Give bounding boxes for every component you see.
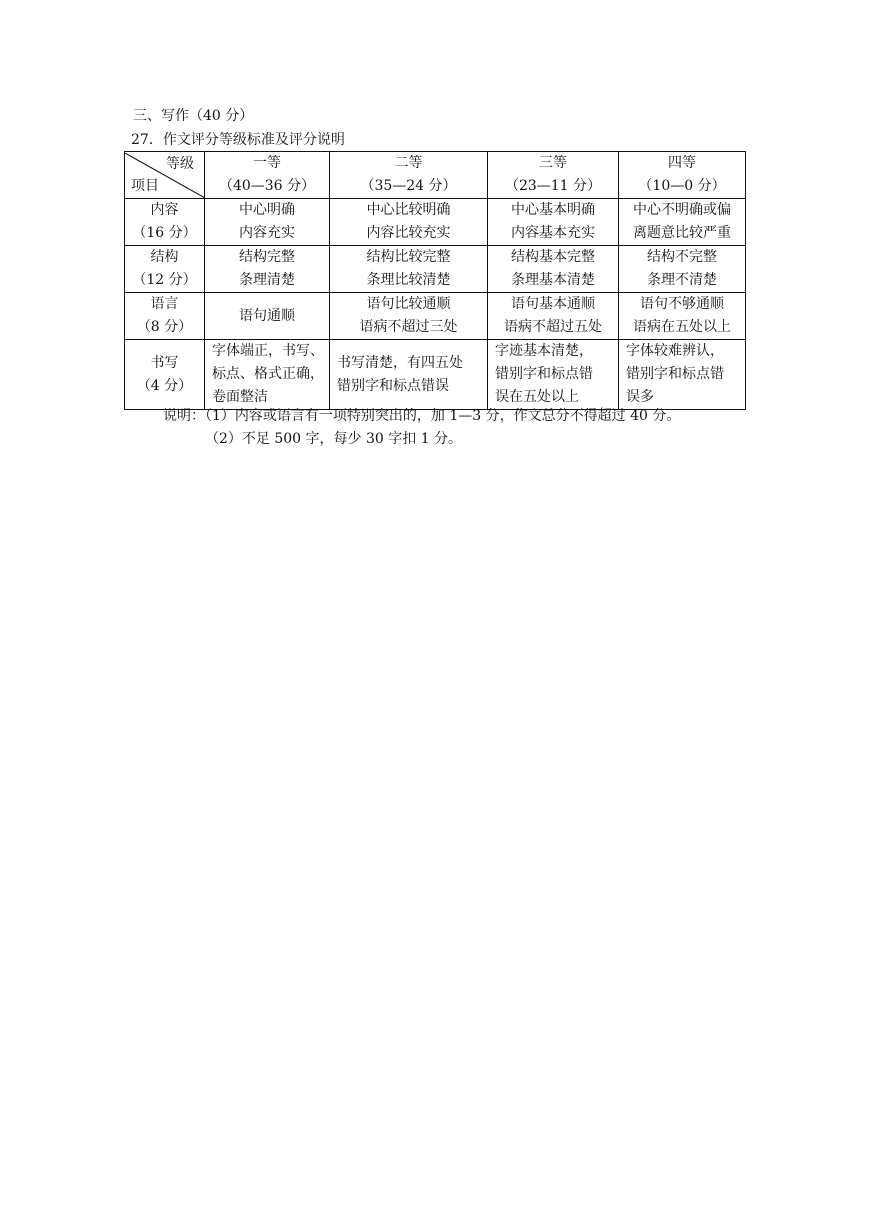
table-row [125,246,746,293]
criteria-line: 错别字和标点错误 [337,377,449,394]
grade-range: （23—11 分） [504,178,602,194]
criteria-line: 条理比较清楚 [366,272,451,288]
criteria-cell [488,340,619,410]
item-cell [125,246,205,293]
criteria-line: 语句不够通顺 [640,296,724,312]
criteria-line: 中心不明确或偏 [633,202,731,218]
criteria-cell [205,199,330,246]
item-cell [125,293,205,340]
criteria-line: 离题意比较严重 [633,225,731,241]
item-points: （12 分） [132,272,197,288]
criteria-line: 内容基本充实 [511,225,595,241]
grade-name: 二等 [394,155,423,171]
grade-header [619,152,746,199]
criteria-cell [205,293,330,340]
criteria-line: 卷面整洁 [212,389,268,405]
grade-name: 一等 [253,155,281,171]
criteria-line: 标点、格式正确， [212,366,324,382]
table-header-row [125,152,746,199]
criteria-line: 中心明确 [239,202,295,218]
grade-name: 四等 [668,155,696,171]
criteria-cell [488,246,619,293]
criteria-cell [330,199,488,246]
question-title: 27．作文评分等级标准及评分说明 [131,132,345,148]
grade-range: （35—24 分） [360,178,457,194]
criteria-line: 结构不完整 [647,249,717,265]
criteria-cell [619,340,746,410]
criteria-cell [619,246,746,293]
note-2: （2）不足 500 字，每少 30 字扣 1 分。 [205,431,463,447]
criteria-line: 结构基本完整 [511,249,595,265]
item-name: 语言 [150,296,179,312]
grade-header [205,152,330,199]
criteria-cell [330,293,488,340]
criteria-line: 条理清楚 [239,272,295,288]
criteria-line: 条理基本清楚 [511,272,595,288]
criteria-line: 语句通顺 [239,307,295,324]
criteria-line: 书写清楚，有四五处 [337,354,463,371]
item-points: （8 分） [136,319,193,335]
criteria-line: 结构比较完整 [366,249,451,265]
criteria-cell [619,293,746,340]
section-heading: 三、写作（40 分） [133,108,254,124]
item-cell [125,340,205,410]
item-points: （16 分） [132,225,197,241]
criteria-line: 字体端正，书写、 [212,343,324,359]
criteria-line: 语病在五处以上 [633,319,731,335]
criteria-line: 语病不超过三处 [359,319,458,335]
criteria-line: 中心比较明确 [366,202,451,218]
grade-range: （10—0 分） [638,178,726,194]
criteria-line: 语句基本通顺 [511,296,595,312]
criteria-cell [488,293,619,340]
criteria-line: 条理不清楚 [647,272,717,288]
grade-range: （40—36 分） [218,178,316,194]
criteria-line: 结构完整 [239,249,295,265]
criteria-line: 错别字和标点错 [626,366,724,382]
criteria-cell [205,340,330,410]
table-row [125,199,746,246]
grade-name: 三等 [539,155,567,171]
item-name: 结构 [150,249,179,265]
criteria-line: 内容比较充实 [366,225,451,241]
criteria-line: 中心基本明确 [511,202,595,218]
criteria-cell [488,199,619,246]
criteria-cell [619,199,746,246]
table-row [125,340,746,410]
grade-header [330,152,488,199]
criteria-line: 误在五处以上 [495,389,579,405]
criteria-line: 字迹基本清楚， [495,343,593,359]
criteria-cell [205,246,330,293]
table-row [125,293,746,340]
item-cell [125,199,205,246]
criteria-line: 语病不超过五处 [504,319,602,335]
item-points: （4 分） [136,377,193,394]
criteria-line: 内容充实 [239,225,295,241]
criteria-cell [330,340,488,410]
grade-header [488,152,619,199]
corner-cell [125,152,205,199]
corner-label-item: 项目 [131,177,159,194]
criteria-line: 语句比较通顺 [366,296,451,312]
note-1: 说明：（1）内容或语言有一项特别突出的，加 1—3 分，作文总分不得超过 40 分。 [163,408,681,424]
criteria-line: 误多 [626,389,654,405]
item-name: 书写 [150,354,179,371]
criteria-line: 错别字和标点错 [495,366,593,382]
grading-table [124,151,746,410]
corner-label-grade: 等级 [166,155,194,172]
criteria-line: 字体较难辨认， [626,343,724,359]
item-name: 内容 [150,202,179,218]
criteria-cell [330,246,488,293]
